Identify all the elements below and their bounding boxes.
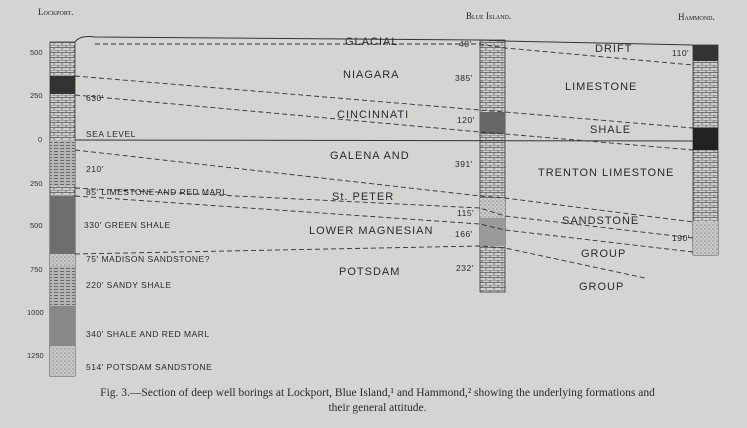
caption-line-1: Fig. 3.—Section of deep well borings at Lockport, Blue Island,¹ and Hammond,² showing the underlying formations and [100, 387, 655, 399]
bi-thickness: 166' [455, 229, 473, 239]
formation-glacial: GLACIAL [345, 36, 399, 48]
blue-island-label: Blue Island. [466, 11, 512, 21]
lockport-note: 75' MADISON SANDSTONE? [86, 254, 210, 264]
formation-group-1: GROUP [581, 248, 627, 260]
bi-thickness: 385' [455, 73, 473, 83]
hammond-column [693, 45, 718, 255]
bi-thickness: 40' [459, 39, 472, 49]
sea-level-line [75, 140, 693, 141]
formation-trenton-limestone: TRENTON LIMESTONE [538, 167, 675, 179]
lockport-note: 85' LIMESTONE AND RED MARL [86, 187, 228, 197]
formation-niagara: NIAGARA [343, 69, 400, 81]
lockport-column [50, 42, 75, 376]
lockport-note: 630' [86, 93, 104, 103]
lockport-note: 220' SANDY SHALE [86, 280, 172, 290]
hammond-thickness: 110' [672, 48, 690, 58]
depth-tick: 0 [38, 135, 43, 144]
depth-scale [27, 48, 44, 360]
lockport-note: 210' [86, 164, 104, 174]
formation-limestone: LIMESTONE [565, 81, 638, 93]
lockport-note: 514' POTSDAM SANDSTONE [86, 362, 213, 372]
depth-tick: 1000 [27, 308, 44, 317]
bi-thickness: 115' [457, 208, 475, 218]
hammond-thickness: 190' [672, 233, 690, 243]
depth-tick: 250 [30, 91, 43, 100]
bi-thickness: 232' [456, 263, 474, 273]
depth-tick: 1250 [27, 351, 44, 360]
lockport-note: 340' SHALE AND RED MARL [86, 329, 210, 339]
hammond-label: Hammond. [678, 12, 715, 22]
formation-galena-and: GALENA AND [330, 150, 410, 162]
depth-tick: 500 [30, 48, 43, 57]
formation-sandstone: SANDSTONE [562, 215, 640, 227]
lockport-label: Lockport. [38, 7, 74, 17]
formation-shale: SHALE [590, 124, 632, 136]
formation-st-peter: St. PETER [332, 191, 395, 203]
bi-thickness: 391' [455, 159, 473, 169]
caption-line-2: their general attitude. [328, 402, 427, 414]
formation-potsdam: POTSDAM [339, 266, 401, 278]
formation-drift: DRIFT [595, 43, 633, 55]
bi-thickness: 120' [457, 115, 475, 125]
sea-level-label: SEA LEVEL [86, 129, 136, 139]
figure-caption [20, 386, 735, 416]
lockport-note: 330' GREEN SHALE [84, 220, 171, 230]
formation-lower-magnesian: LOWER MAGNESIAN [309, 225, 434, 237]
formation-cincinnati: CINCINNATI [337, 109, 410, 121]
blue-island-column [480, 40, 505, 292]
cincinnati-boundary [75, 95, 693, 150]
depth-tick: 250 [30, 179, 43, 188]
depth-tick: 500 [30, 221, 43, 230]
formation-group-2: GROUP [579, 281, 625, 293]
depth-tick: 750 [30, 265, 43, 274]
